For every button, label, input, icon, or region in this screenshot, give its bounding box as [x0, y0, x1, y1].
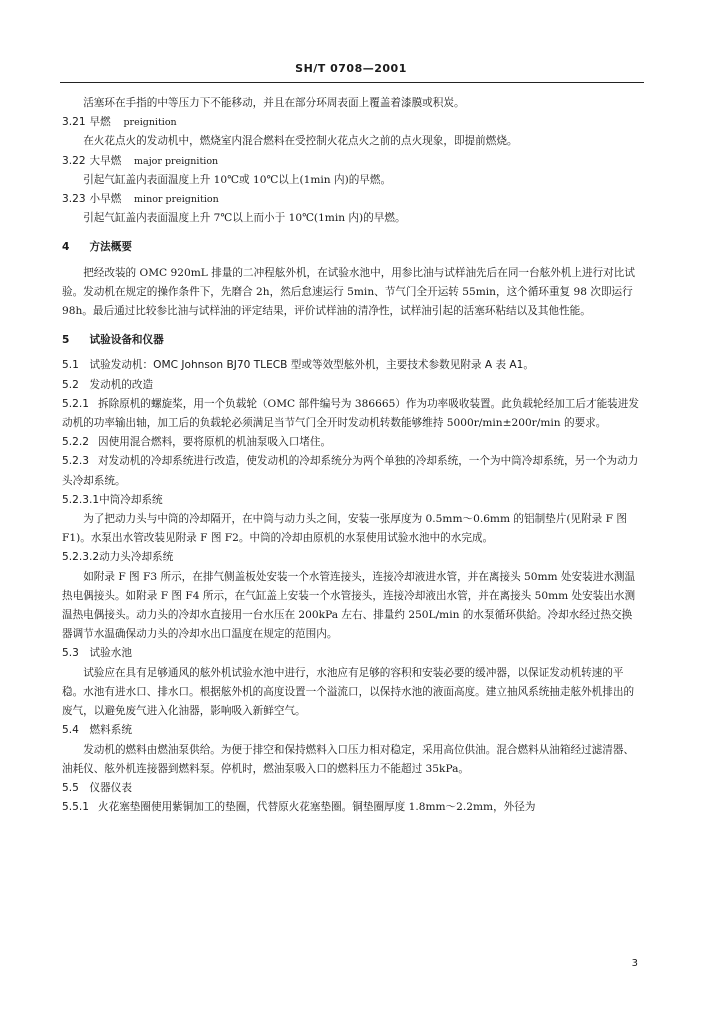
- clause-title: 大早燃: [89, 154, 122, 167]
- clause-text: 因使用混合燃料，要将原机的机油泵吸入口堵住。: [98, 436, 332, 449]
- clause-heading: [62, 548, 642, 567]
- clause-heading: [62, 779, 642, 798]
- clause-number: 5.2.1: [62, 397, 89, 410]
- clause-title: 发动机的改造: [89, 378, 154, 391]
- body-paragraph: 试验应在具有足够通风的舷外机试验水池中进行，水池应有足够的容积和安装必要的缓冲器，以保证发动机转速的平稳。水池有进水口、排水口。根据舷外机的高度设置一个溢流口，以保持水池的液面高度。建立抽风系统抽走舷外机排出的废气，以避免废气进入化油器，影响吸入新鲜空气。: [62, 666, 635, 718]
- clause-number: 5: [62, 334, 70, 347]
- clause-number: 4: [62, 241, 70, 254]
- section-heading: [62, 238, 642, 257]
- clause-title: 方法概要: [89, 241, 132, 254]
- body-paragraph: 引起气缸盖内表面温度上升 7℃以上而小于 10℃(1min 内)的早燃。: [83, 212, 406, 225]
- numbered-paragraph: [62, 395, 642, 433]
- numbered-paragraph: [62, 452, 642, 490]
- clause-number: 3.21: [62, 116, 86, 129]
- body-paragraph: 把经改装的 OMC 920mL 排量的二冲程舷外机，在试验水池中，用参比油与试样油先后在同一台舷外机上进行对比试验。发动机在规定的操作条件下，先磨合 2h，然后怠速运行 5min、节气门全开运转 55min，这个循环重复 98 次即运行 98h。最后通过比较参比油与试样油的评定结果，评价试样油的清净性，试样油引起的活塞环粘结以及其他性能。: [62, 266, 635, 318]
- clause-heading: [62, 152, 642, 171]
- header-rule: [60, 82, 644, 83]
- clause-title: 中筒冷却系统: [99, 493, 163, 506]
- clause-title: 试验发动机：OMC Johnson BJ70 TLECB 型或等效型舷外机，主要技术参数见附录 A 表 A1。: [89, 359, 535, 372]
- clause-title: 燃料系统: [89, 724, 132, 737]
- clause-number: 5.5.1: [62, 801, 89, 814]
- clause-title: 试验设备和仪器: [89, 334, 164, 347]
- section-heading: [62, 331, 642, 350]
- document-body: [62, 94, 642, 817]
- clause-heading: [62, 190, 642, 209]
- clause-number: 5.2.2: [62, 436, 89, 449]
- clause-text: 对发动机的冷却系统进行改造，使发动机的冷却系统分为两个单独的冷却系统，一个为中筒冷却系统，另一个为动力头冷却系统。: [62, 455, 639, 487]
- clause-number: 5.2: [62, 378, 79, 391]
- clause-number: 3.23: [62, 193, 86, 206]
- numbered-paragraph: [62, 798, 642, 817]
- clause-number: 5.3: [62, 647, 79, 660]
- body-paragraph: 如附录 F 图 F3 所示，在排气侧盖板处安装一个水管连接头，连接冷却液进水管，并在离接头 50mm 处安装进水测温热电偶接头。如附录 F 图 F4 所示，在气缸盖上安装一个水管接头，连接冷却液出水管，并在离接头 50mm 处安装出水测温热电偶接头。动力头的冷却水直接用一台水压在 200kPa 左右、排量约 250L/min 的水泵循环供給。冷却水经过热交换器调节水温确保动力头的冷却水出口温度在规定的范围内。: [62, 570, 636, 641]
- clause-number: 5.4: [62, 724, 79, 737]
- clause-heading: [62, 491, 642, 510]
- english-term: minor preignition: [134, 194, 219, 206]
- clause-text: 火花塞垫圈使用紫铜加工的垫圈，代替原火花塞垫圈。铜垫圈厚度 1.8mm～2.2mm，外径为: [98, 801, 536, 814]
- body-paragraph: 活塞环在手指的中等压力下不能移动，并且在部分环周表面上覆盖着漆膜或积炭。: [83, 97, 465, 109]
- page-number: 3: [631, 958, 638, 969]
- english-term: preignition: [123, 117, 177, 129]
- clause-heading: [62, 644, 642, 663]
- clause-number: 5.5: [62, 781, 79, 794]
- clause-heading: [62, 376, 642, 395]
- clause-title: 试验水池: [89, 647, 132, 660]
- clause-number: 5.2.3.2: [62, 551, 100, 564]
- clause-number: 5.2.3.1: [62, 493, 100, 506]
- clause-heading: [62, 356, 642, 375]
- clause-heading: [62, 721, 642, 740]
- body-paragraph: 发动机的燃料由燃油泵供给。为便于排空和保持燃料入口压力相对稳定，采用高位供油。混合燃料从油箱经过滤清器、油耗仪、舷外机连接器到燃料泵。停机时，燃油泵吸入口的燃料压力不能超过 35kPa。: [62, 743, 635, 775]
- english-term: major preignition: [134, 155, 219, 167]
- clause-title: 仪器仪表: [89, 781, 132, 794]
- clause-title: 早燃: [89, 116, 111, 129]
- body-paragraph: 在火花点火的发动机中，燃烧室内混合燃料在受控制火花点火之前的点火现象，即提前燃烧。: [83, 135, 518, 148]
- clause-title: 小早燃: [89, 193, 122, 206]
- body-paragraph: 为了把动力头与中筒的冷却隔开，在中筒与动力头之间，安装一张厚度为 0.5mm～0.6mm 的铝制垫片(见附录 F 图 F1)。水泵出水管改装见附录 F 图 F2。中筒的冷却由原机的水泵使用试验水池中的水完成。: [62, 513, 627, 545]
- clause-number: 5.2.3: [62, 455, 89, 468]
- clause-number: 5.1: [62, 359, 79, 372]
- clause-text: 拆除原机的螺旋桨，用一个负载轮（OMC 部件编号为 386665）作为功率吸收装置。此负载轮经加工后才能装进发动机的功率输出轴，加工后的负载轮必须满足当节气门全开时发动机转数能够维持 5000r/min±200r/min 的要求。: [62, 397, 639, 430]
- clause-heading: [62, 113, 642, 132]
- clause-number: 3.22: [62, 154, 86, 167]
- body-paragraph: 引起气缸盖内表面温度上升 10℃或 10℃以上(1min 内)的早燃。: [83, 173, 392, 186]
- numbered-paragraph: [62, 433, 642, 452]
- standard-code-header: SH/T 0708—2001: [295, 62, 407, 75]
- clause-title: 动力头冷却系统: [99, 551, 174, 564]
